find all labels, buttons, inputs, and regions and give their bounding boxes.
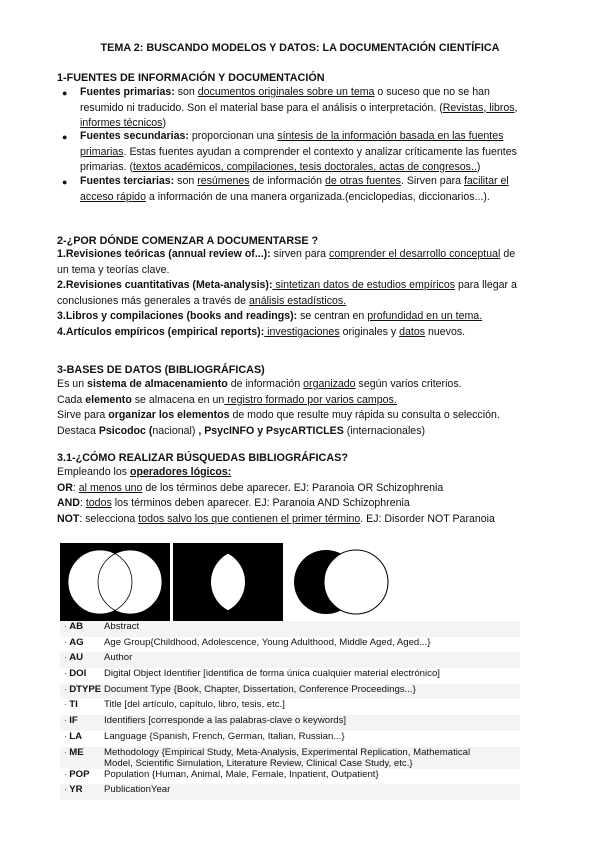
venn-or-diagram [60,543,170,621]
venn-not-diagram [286,543,396,621]
bullet-fuentes-secundarias: Fuentes secundarias: proporcionan una síntesis de la información basada en las fuentes primarias. Estas fuentes ayudan a comprender el contexto y analizar críticamente las fuentes primarias. (textos académicos, compilaciones, tesis doctorales, actas de congresos..) [80,130,517,173]
list-item: conclusiones más generales a través de análisis estadísticos. [57,294,347,307]
bullet-fuentes-terciarias: Fuentes terciarias: son resúmenes de información de otras fuentes. Sirven para facilitar el acceso rápido a información de una manera organizada.(enciclopedias, diccionarios...). [80,175,509,203]
table-row: · TI Title [del artículo, capítulo, libro, tesis, etc.] [64,699,285,711]
table-row: · DOI Digital Object Identifier [identifica de forma única cualquier material electrónico] [64,668,440,680]
table-row: · ME Methodology {Empirical Study, Meta-Analysis, Experimental Replication, Mathematical Model, Scientific Simulation, Literature Review, Clinical Case Study, etc.} [60,747,520,769]
bullet-fuentes-primarias: Fuentes primarias: son documentos originales sobre un tema o suceso que no se han resumido ni traducido. Son el material base para el análisis o interpretación. (Revistas, libros, informes técnicos) [80,86,518,129]
page-title: TEMA 2: BUSCANDO MODELOS Y DATOS: LA DOCUMENTACIÓN CIENTÍFICA [100,42,500,54]
list-item: un tema y teorías clave. [57,263,170,276]
table-row: · YR PublicationYear [60,784,520,800]
list-item: 3.Libros y compilaciones (books and readings): se centran en profundidad en un tema. [57,310,483,322]
bullet-icon: ● [62,177,68,187]
table-row: · POP Population {Human, Animal, Male, Female, Inpatient, Outpatient} [64,768,379,780]
section1-heading: 1-FUENTES DE INFORMACIÓN Y DOCUMENTACIÓN [57,72,325,84]
operator-not: NOT: selecciona todos salvo los que contienen el primer término. EJ: Disorder NOT Paranoia [57,512,495,525]
list-item: 2.Revisiones cuantitativas (Meta-analysis): sintetizan datos de estudios empíricos para llegar a [57,279,517,291]
table-row: · AU Author [60,652,520,668]
section2-heading: 2-¿POR DÓNDE COMENZAR A DOCUMENTARSE ? [57,235,319,247]
section31-heading: 3.1-¿CÓMO REALIZAR BÚSQUEDAS BIBLIOGRÁFICAS? [57,452,348,464]
bullet-icon: ● [62,132,68,142]
table-row: · AG Age Group{Childhood, Adolescence, Young Adulthood, Middle Aged, Aged...} [64,636,431,648]
table-row: · IF Identifiers [corresponde a las palabras-clave o keywords] [60,715,520,731]
field-tags-table [60,621,520,800]
table-row: · LA Language {Spanish, French, German, Italian, Russian...} [64,730,345,742]
section3-body: Es un sistema de almacenamiento de información organizado según varios criterios. Cada elemento se almacena en un registro formado por varios campos. Sirve para organizar los elementos de modo que resulte muy rápida su consulta o selección. Destaca Psicodoc (nacional) , PsycINFO y PsycARTICLES (internacionales) [57,378,500,437]
list-item: 1.Revisiones teóricas (annual review of...): sirven para comprender el desarrollo conceptual de [57,248,516,260]
list-item: 4.Artículos empíricos (empirical reports): investigaciones originales y datos nuevos. [57,325,466,338]
table-row: · DTYPE Document Type {Book, Chapter, Dissertation, Conference Proceedings...} [60,684,520,700]
table-row: · AB Abstract [60,621,520,637]
bullet-icon: ● [62,88,68,98]
section3-heading: 3-BASES DE DATOS (BIBLIOGRÁFICAS) [57,364,265,376]
section2-list [57,247,547,340]
section31-body: Empleando los operadores lógicos: OR: al menos uno de los términos debe aparecer. EJ: Paranoia OR Schizophrenia AND: todos los términos deben aparecer. EJ: Paranoia AND Schizophrenia NOT: selecciona todos salvo los que contienen el primer término. EJ: Disorder NOT Paranoia [57,465,547,527]
operator-and: AND: todos los términos deben aparecer. EJ: Paranoia AND Schizophrenia [57,497,410,509]
venn-and-diagram [173,543,283,621]
operator-or: OR: al menos uno de los términos debe aparecer. EJ: Paranoia OR Schizophrenia [57,481,444,494]
